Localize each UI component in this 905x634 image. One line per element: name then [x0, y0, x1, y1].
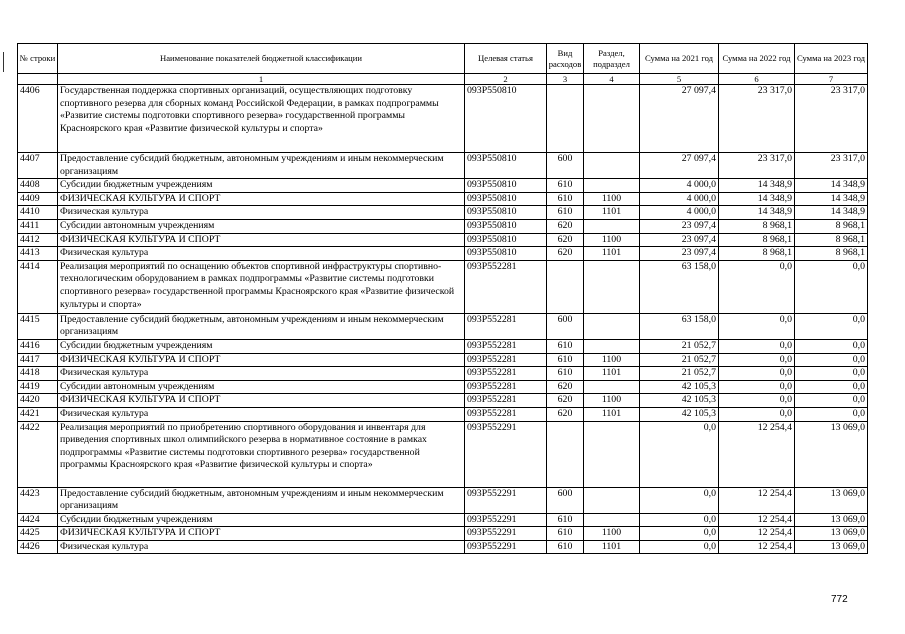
- table-row: [18, 192, 868, 206]
- row-number: 4408: [18, 179, 58, 193]
- row-name: Субсидии автономным учреждениям: [58, 380, 465, 394]
- row-amount-2021: 0,0: [640, 527, 719, 541]
- header-num: № строки: [18, 44, 58, 74]
- row-amount-2023: 0,0: [795, 367, 868, 381]
- row-type: 610: [547, 179, 584, 193]
- row-target: 093Р552291: [465, 421, 547, 487]
- table-row: [18, 380, 868, 394]
- row-amount-2022: 0,0: [719, 367, 795, 381]
- row-number: 4423: [18, 487, 58, 513]
- row-section: [584, 421, 640, 487]
- row-type: 620: [547, 407, 584, 421]
- row-amount-2023: 0,0: [795, 380, 868, 394]
- row-type: [547, 421, 584, 487]
- row-name: Физическая культура: [58, 407, 465, 421]
- table-row: [18, 247, 868, 261]
- row-amount-2021: 63 158,0: [640, 260, 719, 313]
- table-row: [18, 206, 868, 220]
- row-amount-2023: 13 069,0: [795, 513, 868, 527]
- table-row: [18, 513, 868, 527]
- row-target: 093Р552281: [465, 339, 547, 353]
- header-2023: Сумма на 2023 год: [795, 44, 868, 74]
- header-name: Наименование показателей бюджетной классификации: [58, 44, 465, 74]
- row-target: 093Р550810: [465, 247, 547, 261]
- row-amount-2022: 12 254,4: [719, 527, 795, 541]
- row-amount-2022: 8 968,1: [719, 233, 795, 247]
- row-amount-2023: 23 317,0: [795, 85, 868, 153]
- row-type: [547, 85, 584, 153]
- row-name: Государственная поддержка спортивных организаций, осуществляющих подготовку спортивного резерва для сборных команд Российской Федерации, в рамках подпрограммы «Развитие системы подготовки спортивного резерва» государственной программы Красноярского края «Развитие физической культуры и спорта»: [58, 85, 465, 153]
- row-amount-2021: 21 052,7: [640, 353, 719, 367]
- row-section: 1101: [584, 540, 640, 554]
- row-amount-2023: 13 069,0: [795, 487, 868, 513]
- table-row: [18, 394, 868, 408]
- header-2022: Сумма на 2022 год: [719, 44, 795, 74]
- row-section: 1101: [584, 367, 640, 381]
- row-target: 093Р552291: [465, 527, 547, 541]
- row-amount-2023: 13 069,0: [795, 421, 868, 487]
- row-number: 4419: [18, 380, 58, 394]
- row-type: 610: [547, 513, 584, 527]
- row-target: 093Р552291: [465, 540, 547, 554]
- row-section: [584, 380, 640, 394]
- row-amount-2023: 13 069,0: [795, 540, 868, 554]
- row-amount-2023: 8 968,1: [795, 219, 868, 233]
- row-amount-2022: 12 254,4: [719, 421, 795, 487]
- column-number: 2: [465, 74, 547, 85]
- row-amount-2022: 0,0: [719, 313, 795, 339]
- row-amount-2023: 0,0: [795, 339, 868, 353]
- row-type: 610: [547, 206, 584, 220]
- row-amount-2021: 4 000,0: [640, 192, 719, 206]
- row-amount-2022: 0,0: [719, 380, 795, 394]
- row-name: Предоставление субсидий бюджетным, автономным учреждениям и иным некоммерческим организациям: [58, 153, 465, 179]
- row-section: [584, 85, 640, 153]
- row-amount-2022: 23 317,0: [719, 153, 795, 179]
- row-amount-2023: 0,0: [795, 407, 868, 421]
- row-section: 1100: [584, 394, 640, 408]
- row-amount-2022: 8 968,1: [719, 247, 795, 261]
- row-number: 4413: [18, 247, 58, 261]
- row-number: 4414: [18, 260, 58, 313]
- row-type: 620: [547, 233, 584, 247]
- table-row: [18, 407, 868, 421]
- row-amount-2021: 4 000,0: [640, 179, 719, 193]
- row-number: 4425: [18, 527, 58, 541]
- table-row: [18, 179, 868, 193]
- row-target: 093Р550810: [465, 179, 547, 193]
- table-row: [18, 527, 868, 541]
- column-number: 5: [640, 74, 719, 85]
- row-section: 1100: [584, 527, 640, 541]
- row-amount-2021: 42 105,3: [640, 394, 719, 408]
- row-amount-2021: 23 097,4: [640, 247, 719, 261]
- row-name: Субсидии автономным учреждениям: [58, 219, 465, 233]
- row-section: [584, 513, 640, 527]
- row-section: 1100: [584, 353, 640, 367]
- row-amount-2023: 14 348,9: [795, 192, 868, 206]
- row-target: 093Р552291: [465, 487, 547, 513]
- row-section: [584, 179, 640, 193]
- row-section: [584, 153, 640, 179]
- row-section: [584, 487, 640, 513]
- row-number: 4416: [18, 339, 58, 353]
- row-type: 610: [547, 353, 584, 367]
- row-amount-2021: 0,0: [640, 487, 719, 513]
- row-type: 600: [547, 153, 584, 179]
- row-amount-2022: 0,0: [719, 260, 795, 313]
- row-number: 4411: [18, 219, 58, 233]
- row-amount-2021: 23 097,4: [640, 219, 719, 233]
- row-number: 4426: [18, 540, 58, 554]
- row-section: 1100: [584, 233, 640, 247]
- row-name: ФИЗИЧЕСКАЯ КУЛЬТУРА И СПОРТ: [58, 394, 465, 408]
- column-number: [18, 74, 58, 85]
- column-number: 3: [547, 74, 584, 85]
- row-amount-2022: 0,0: [719, 407, 795, 421]
- row-amount-2022: 14 348,9: [719, 179, 795, 193]
- row-target: 093Р550810: [465, 219, 547, 233]
- row-name: Субсидии бюджетным учреждениям: [58, 179, 465, 193]
- column-number: 7: [795, 74, 868, 85]
- row-amount-2021: 0,0: [640, 540, 719, 554]
- row-amount-2022: 12 254,4: [719, 513, 795, 527]
- row-name: Субсидии бюджетным учреждениям: [58, 339, 465, 353]
- table-row: [18, 313, 868, 339]
- row-amount-2023: 0,0: [795, 353, 868, 367]
- row-name: ФИЗИЧЕСКАЯ КУЛЬТУРА И СПОРТ: [58, 233, 465, 247]
- row-name: Физическая культура: [58, 540, 465, 554]
- row-section: [584, 339, 640, 353]
- row-target: 093Р550810: [465, 153, 547, 179]
- table-row: [18, 540, 868, 554]
- row-amount-2022: 12 254,4: [719, 540, 795, 554]
- table-row: [18, 421, 868, 487]
- row-amount-2021: 0,0: [640, 513, 719, 527]
- row-name: ФИЗИЧЕСКАЯ КУЛЬТУРА И СПОРТ: [58, 527, 465, 541]
- row-section: 1101: [584, 247, 640, 261]
- row-name: ФИЗИЧЕСКАЯ КУЛЬТУРА И СПОРТ: [58, 192, 465, 206]
- header-section: Раздел, подраздел: [584, 44, 640, 74]
- row-amount-2022: 12 254,4: [719, 487, 795, 513]
- row-amount-2021: 27 097,4: [640, 153, 719, 179]
- table-row: [18, 367, 868, 381]
- row-target: 093Р552281: [465, 313, 547, 339]
- row-type: 610: [547, 192, 584, 206]
- row-amount-2021: 0,0: [640, 421, 719, 487]
- row-number: 4407: [18, 153, 58, 179]
- row-amount-2021: 42 105,3: [640, 407, 719, 421]
- row-section: 1101: [584, 206, 640, 220]
- row-type: 610: [547, 367, 584, 381]
- row-name: Субсидии бюджетным учреждениям: [58, 513, 465, 527]
- row-name: Реализация мероприятий по приобретению спортивного оборудования и инвентаря для приведения спортивных школ олимпийского резерва в нормативное состояние в рамках подпрограммы «Развитие системы подготовки спортивного резерва» государственной программы Красноярского края «Развитие физической культуры и спорта»: [58, 421, 465, 487]
- row-amount-2021: 63 158,0: [640, 313, 719, 339]
- table-row: [18, 339, 868, 353]
- page-number: 772: [831, 594, 848, 605]
- table-row: [18, 353, 868, 367]
- row-target: 093Р552281: [465, 353, 547, 367]
- row-number: 4409: [18, 192, 58, 206]
- row-type: [547, 260, 584, 313]
- row-number: 4415: [18, 313, 58, 339]
- row-amount-2021: 23 097,4: [640, 233, 719, 247]
- row-type: 620: [547, 394, 584, 408]
- row-amount-2022: 8 968,1: [719, 219, 795, 233]
- row-type: 600: [547, 313, 584, 339]
- row-type: 610: [547, 339, 584, 353]
- row-section: 1100: [584, 192, 640, 206]
- row-amount-2022: 14 348,9: [719, 192, 795, 206]
- row-amount-2023: 14 348,9: [795, 179, 868, 193]
- row-target: 093Р552291: [465, 513, 547, 527]
- row-amount-2023: 13 069,0: [795, 527, 868, 541]
- row-type: 620: [547, 380, 584, 394]
- column-number: 4: [584, 74, 640, 85]
- row-target: 093Р550810: [465, 206, 547, 220]
- row-amount-2022: 23 317,0: [719, 85, 795, 153]
- row-type: 620: [547, 219, 584, 233]
- row-amount-2023: 8 968,1: [795, 233, 868, 247]
- row-type: 610: [547, 527, 584, 541]
- row-amount-2021: 21 052,7: [640, 367, 719, 381]
- row-amount-2021: 4 000,0: [640, 206, 719, 220]
- table-row: [18, 260, 868, 313]
- table-row: [18, 153, 868, 179]
- header-2021: Сумма на 2021 год: [640, 44, 719, 74]
- table-row: [18, 85, 868, 153]
- row-amount-2023: 14 348,9: [795, 206, 868, 220]
- row-name: Физическая культура: [58, 367, 465, 381]
- row-number: 4421: [18, 407, 58, 421]
- table-row: [18, 233, 868, 247]
- row-number: 4424: [18, 513, 58, 527]
- row-amount-2022: 0,0: [719, 394, 795, 408]
- row-number: 4420: [18, 394, 58, 408]
- row-number: 4410: [18, 206, 58, 220]
- table-row: [18, 487, 868, 513]
- budget-table: [17, 43, 868, 554]
- row-number: 4418: [18, 367, 58, 381]
- row-section: [584, 313, 640, 339]
- row-amount-2021: 21 052,7: [640, 339, 719, 353]
- column-number: 1: [58, 74, 465, 85]
- row-amount-2023: 0,0: [795, 313, 868, 339]
- row-amount-2022: 0,0: [719, 353, 795, 367]
- row-name: Физическая культура: [58, 247, 465, 261]
- row-amount-2023: 0,0: [795, 394, 868, 408]
- row-target: 093Р552281: [465, 260, 547, 313]
- row-section: 1101: [584, 407, 640, 421]
- row-type: 600: [547, 487, 584, 513]
- row-name: Реализация мероприятий по оснащению объектов спортивной инфраструктуры спортивно-технологическим оборудованием в рамках подпрограммы «Развитие системы подготовки спортивного резерва» государственной программы Красноярского края «Развитие физической культуры и спорта»: [58, 260, 465, 313]
- row-number: 4412: [18, 233, 58, 247]
- row-name: Предоставление субсидий бюджетным, автономным учреждениям и иным некоммерческим организациям: [58, 487, 465, 513]
- row-section: [584, 219, 640, 233]
- header-type: Вид расходов: [547, 44, 584, 74]
- row-amount-2021: 27 097,4: [640, 85, 719, 153]
- column-number: 6: [719, 74, 795, 85]
- row-amount-2023: 23 317,0: [795, 153, 868, 179]
- row-amount-2023: 0,0: [795, 260, 868, 313]
- row-target: 093Р552281: [465, 380, 547, 394]
- table-row: [18, 219, 868, 233]
- row-type: 620: [547, 247, 584, 261]
- row-section: [584, 260, 640, 313]
- row-target: 093Р552281: [465, 367, 547, 381]
- row-target: 093Р550810: [465, 192, 547, 206]
- row-number: 4417: [18, 353, 58, 367]
- row-number: 4422: [18, 421, 58, 487]
- column-number-row: [18, 74, 868, 85]
- row-number: 4406: [18, 85, 58, 153]
- row-target: 093Р552281: [465, 407, 547, 421]
- row-amount-2022: 14 348,9: [719, 206, 795, 220]
- table-header-row: [18, 44, 868, 74]
- row-amount-2022: 0,0: [719, 339, 795, 353]
- row-amount-2021: 42 105,3: [640, 380, 719, 394]
- row-name: Физическая культура: [58, 206, 465, 220]
- margin-mark: [3, 52, 4, 72]
- row-type: 610: [547, 540, 584, 554]
- header-target: Целевая статья: [465, 44, 547, 74]
- row-amount-2023: 8 968,1: [795, 247, 868, 261]
- row-target: 093Р550810: [465, 85, 547, 153]
- row-target: 093Р552281: [465, 394, 547, 408]
- row-name: Предоставление субсидий бюджетным, автономным учреждениям и иным некоммерческим организациям: [58, 313, 465, 339]
- row-target: 093Р550810: [465, 233, 547, 247]
- row-name: ФИЗИЧЕСКАЯ КУЛЬТУРА И СПОРТ: [58, 353, 465, 367]
